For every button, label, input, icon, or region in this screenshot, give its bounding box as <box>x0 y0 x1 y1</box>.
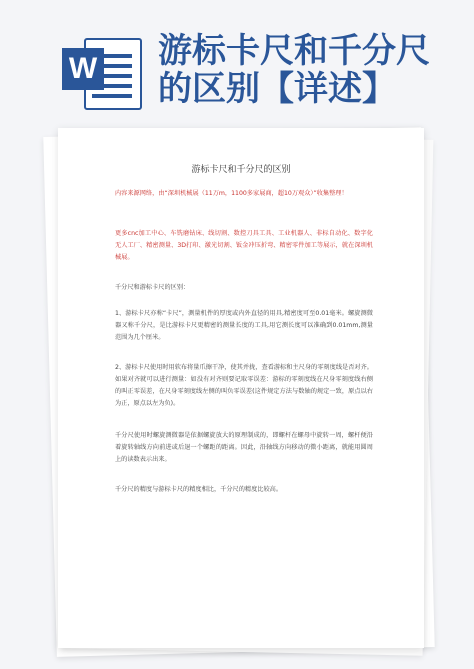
paragraph-source-note: 内容来源网络，由“深圳机械展（11万m，1100多家展商，超10万观众）”收集整理！ <box>115 190 348 197</box>
paragraph-intro: 千分尺和游标卡尺的区别： <box>115 284 190 291</box>
header <box>0 0 474 112</box>
paragraph-point-2: 2、游标卡尺使用时用软布将量爪擦干净，使其并拢，查看游标和主尺身的零刻度线是否对齐。如果对齐就可以进行测量：如没有对齐则要记取零误差：游标的零刻度线在尺身零刻度线右侧的叫正零误差，在尺身零刻度线左侧的叫负零误差(这件规定方法与数轴的规定一致，原点以右为正，原点以左为负)。 <box>115 364 373 407</box>
paragraph-conclusion: 千分尺的精度与游标卡尺的精度相比，千分尺的精度比较高。 <box>115 486 283 493</box>
paragraph-point-1: 1、游标卡尺亦称“卡尺”，测量机件的厚度或内外直径的用具,精密度可至0.01毫米。螺旋测微器又称千分尺，是比游标卡尺更精密的测量长度的工具,用它测长度可以准确到0.01mm,测量范围为几个厘米。 <box>115 310 373 341</box>
doc-line <box>92 94 132 98</box>
page-title <box>158 32 458 108</box>
document-page <box>58 128 424 648</box>
paragraph-expo-info: 更多cnc加工中心、车铣磨钻床、线切割、数控刀具工具、工业机器人、非标自动化、数字化无人工厂、精密测量、3D打印、激光切割、钣金冲压折弯、精密零件加工等展示，就在深圳机械展。 <box>115 230 373 261</box>
title-line-2: 的区别【详述】 <box>158 69 396 109</box>
word-logo-letter: W <box>62 48 104 90</box>
word-document-icon <box>62 34 142 110</box>
title-line-1: 游标卡尺和千分尺 <box>158 31 430 71</box>
paragraph-micrometer: 千分尺使用时螺旋测微器是依据螺旋放大的原理制成的，即螺杆在螺母中旋转一周，螺杆便沿着旋转轴线方向前进或后退一个螺距的距离。因此，沿轴线方向移动的微小距离，就能用圆周上的读数表示出来。 <box>115 432 373 463</box>
document-title: 游标卡尺和千分尺的区别 <box>191 165 291 175</box>
